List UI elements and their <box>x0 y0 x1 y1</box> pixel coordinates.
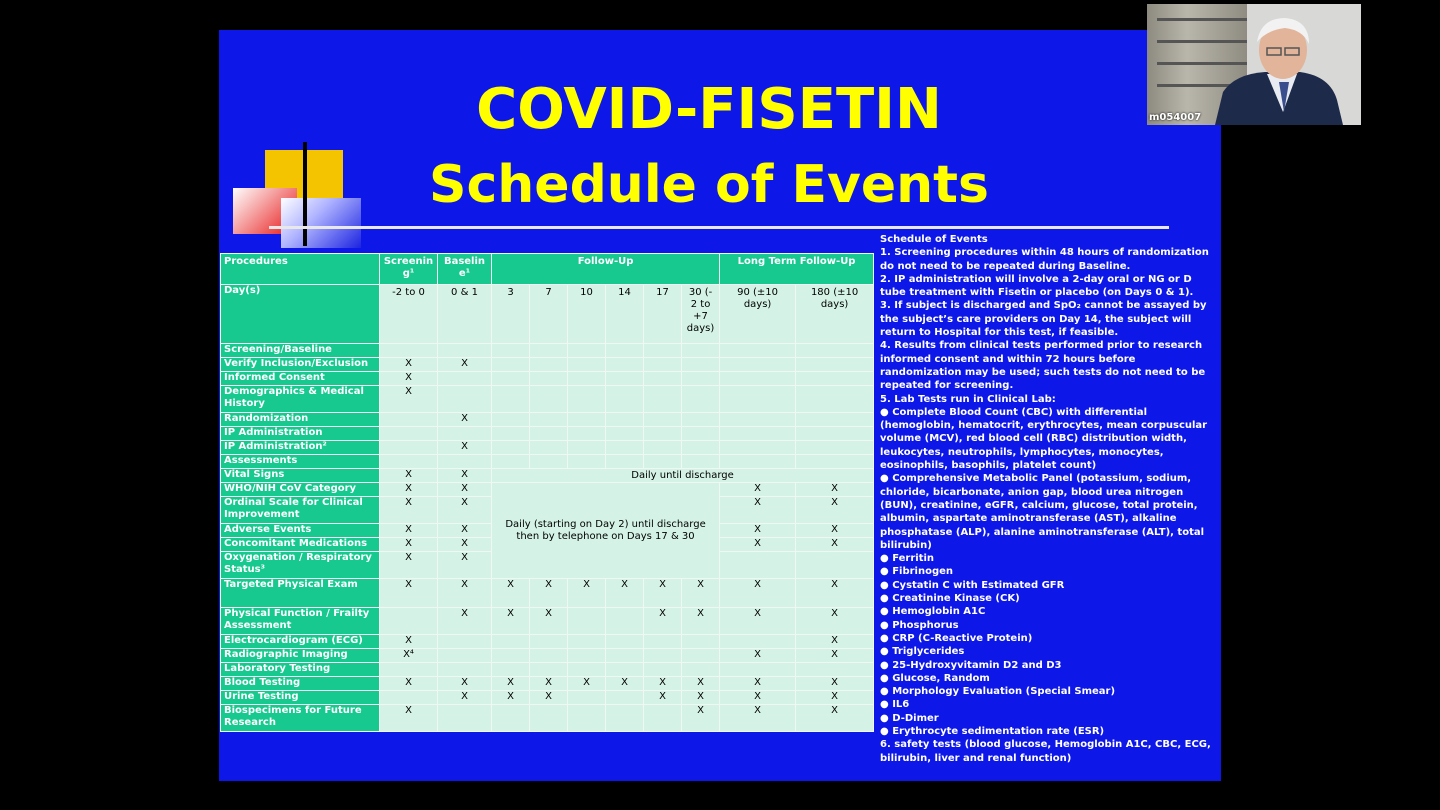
table-cell <box>380 413 438 427</box>
table-cell: X <box>380 635 438 649</box>
day-cell: 17 <box>644 285 682 344</box>
table-cell: X <box>720 677 796 691</box>
table-cell <box>682 413 720 427</box>
table-row <box>221 483 874 497</box>
note-line: ● CRP (C-Reactive Protein) <box>880 632 1033 644</box>
table-cell <box>530 386 568 413</box>
table-cell <box>796 663 874 677</box>
table-cell <box>720 635 796 649</box>
table-cell <box>682 455 720 469</box>
header-screening: Screenin g¹ <box>380 254 438 285</box>
table-cell: X <box>644 677 682 691</box>
merged-follow-up-cell: Daily (starting on Day 2) until discharge then by telephone on Days 17 & 30 <box>492 483 720 579</box>
table-row <box>221 649 874 663</box>
table-cell: X <box>492 691 530 705</box>
slide-title-line-2: Schedule of Events <box>429 155 989 215</box>
table-cell: X <box>796 483 874 497</box>
table-cell: X <box>720 538 796 552</box>
table-cell <box>606 663 644 677</box>
row-label: IP Administration² <box>221 441 380 455</box>
table-row <box>221 608 874 635</box>
table-cell: X <box>720 705 796 732</box>
table-cell: X <box>606 579 644 608</box>
table-cell <box>380 663 438 677</box>
table-cell: X <box>380 538 438 552</box>
table-cell: X <box>380 358 438 372</box>
table-row <box>221 469 874 483</box>
row-label: Concomitant Medications <box>221 538 380 552</box>
table-cell <box>530 372 568 386</box>
table-cell <box>568 455 606 469</box>
row-label: Electrocardiogram (ECG) <box>221 635 380 649</box>
table-row <box>221 372 874 386</box>
note-line: ● Erythrocyte sedimentation rate (ESR) <box>880 725 1105 737</box>
webcam-thumbnail[interactable] <box>1147 4 1361 125</box>
table-cell: X <box>568 677 606 691</box>
table-cell: X <box>380 497 438 524</box>
table-cell: X <box>720 579 796 608</box>
note-line: ● Glucose, Random <box>880 672 990 684</box>
table-cell: X <box>796 608 874 635</box>
table-row <box>221 691 874 705</box>
daily-until-discharge-cell: Daily until discharge <box>492 469 874 483</box>
table-cell <box>568 358 606 372</box>
day-cell: 14 <box>606 285 644 344</box>
table-cell <box>606 413 644 427</box>
note-line: ● Morphology Evaluation (Special Smear) <box>880 686 1116 698</box>
table-cell: X <box>492 608 530 635</box>
table-cell <box>492 705 530 732</box>
table-cell <box>682 663 720 677</box>
table-cell: X <box>796 677 874 691</box>
table-cell: X <box>796 705 874 732</box>
table-cell <box>644 413 682 427</box>
table-cell: X <box>682 677 720 691</box>
note-line: ● Hemoglobin A1C <box>880 606 986 618</box>
table-cell <box>438 705 492 732</box>
table-cell: X <box>796 538 874 552</box>
table-cell <box>380 455 438 469</box>
table-cell <box>720 663 796 677</box>
table-cell <box>530 413 568 427</box>
table-cell <box>644 455 682 469</box>
table-cell <box>796 358 874 372</box>
note-line: ● Cystatin C with Estimated GFR <box>880 579 1065 591</box>
table-cell: X <box>796 691 874 705</box>
table-cell: X <box>796 649 874 663</box>
table-cell: X <box>644 608 682 635</box>
table-cell <box>568 386 606 413</box>
table-cell <box>568 413 606 427</box>
table-cell: X <box>530 677 568 691</box>
decorative-blue-square <box>281 198 361 248</box>
table-cell <box>380 427 438 441</box>
participant-name: m054007 <box>1149 112 1202 123</box>
table-row <box>221 344 874 358</box>
title-divider-line <box>269 226 1169 229</box>
table-cell <box>606 691 644 705</box>
table-cell <box>606 649 644 663</box>
table-row <box>221 705 874 732</box>
table-cell: X <box>530 691 568 705</box>
table-cell <box>568 344 606 358</box>
row-label: Adverse Events <box>221 524 380 538</box>
table-cell: X <box>682 608 720 635</box>
table-cell <box>682 441 720 455</box>
table-cell <box>530 344 568 358</box>
table-cell <box>438 663 492 677</box>
table-cell <box>682 372 720 386</box>
table-cell <box>682 427 720 441</box>
table-cell: X <box>720 497 796 524</box>
day-cell: 3 <box>492 285 530 344</box>
row-label: Vital Signs <box>221 469 380 483</box>
schedule-notes <box>880 233 1216 765</box>
table-cell <box>720 386 796 413</box>
row-label: Demographics & Medical History <box>221 386 380 413</box>
table-cell <box>682 386 720 413</box>
table-cell <box>796 552 874 579</box>
table-cell <box>530 649 568 663</box>
table-row <box>221 677 874 691</box>
table-cell <box>492 455 530 469</box>
note-line: 1. Screening procedures within 48 hours of randomization do not need to be repeated during Baseline. <box>880 247 1209 272</box>
table-cell: X <box>796 635 874 649</box>
table-cell: X <box>380 552 438 579</box>
table-cell <box>492 663 530 677</box>
table-cell <box>492 372 530 386</box>
table-cell: X <box>682 691 720 705</box>
table-cell <box>796 441 874 455</box>
table-cell <box>720 413 796 427</box>
decorative-vertical-line <box>303 142 307 246</box>
table-cell <box>644 663 682 677</box>
table-cell <box>720 358 796 372</box>
table-cell <box>682 344 720 358</box>
table-cell <box>796 386 874 413</box>
table-row <box>221 358 874 372</box>
table-cell <box>796 455 874 469</box>
table-cell <box>606 608 644 635</box>
table-cell <box>568 608 606 635</box>
table-cell <box>492 427 530 441</box>
table-cell <box>380 344 438 358</box>
table-cell <box>606 427 644 441</box>
table-cell: X <box>796 524 874 538</box>
table-row <box>221 386 874 413</box>
table-cell <box>438 635 492 649</box>
table-cell <box>438 344 492 358</box>
table-cell: X <box>380 386 438 413</box>
table-cell <box>606 635 644 649</box>
table-cell <box>568 372 606 386</box>
table-cell <box>530 705 568 732</box>
table-cell <box>682 358 720 372</box>
note-line: ● Ferritin <box>880 553 935 565</box>
note-line: ● D-Dimer <box>880 712 939 724</box>
table-cell <box>606 441 644 455</box>
header-follow-up: Follow-Up <box>492 254 720 285</box>
row-label: Blood Testing <box>221 677 380 691</box>
table-cell <box>606 344 644 358</box>
table-cell: X <box>380 483 438 497</box>
table-cell: X <box>438 469 492 483</box>
table-cell <box>796 344 874 358</box>
row-label: Radiographic Imaging <box>221 649 380 663</box>
table-cell <box>644 649 682 663</box>
table-cell <box>568 649 606 663</box>
table-cell: X <box>720 524 796 538</box>
table-cell <box>682 649 720 663</box>
note-line: 3. If subject is discharged and SpO₂ cannot be assayed by the subject’s care providers on Day 14, the subject will return to Hospital for this test, if feasible. <box>880 300 1207 339</box>
day-cell: 180 (±10 days) <box>796 285 874 344</box>
table-cell: X <box>438 497 492 524</box>
table-cell <box>530 358 568 372</box>
table-cell: X <box>720 649 796 663</box>
table-row <box>221 441 874 455</box>
table-row <box>221 413 874 427</box>
table-cell <box>492 441 530 455</box>
table-cell <box>492 344 530 358</box>
table-row <box>221 455 874 469</box>
day-cell: 90 (±10 days) <box>720 285 796 344</box>
table-cell: X <box>438 538 492 552</box>
slide-title-line-1: COVID-FISETIN <box>476 77 942 142</box>
row-label: Ordinal Scale for Clinical Improvement <box>221 497 380 524</box>
table-cell: X <box>682 579 720 608</box>
table-cell <box>438 372 492 386</box>
row-label: Day(s) <box>221 285 380 344</box>
table-cell <box>492 649 530 663</box>
table-cell: X <box>492 579 530 608</box>
note-line: ● Comprehensive Metabolic Panel (potassium, sodium, chloride, bicarbonate, anion gap, blood urea nitrogen (BUN), creatinine, eGFR, calcium, glucose, total protein, albumin, aspartate aminotransferase (AST), alkaline phosphatase (ALP), alanine aminotransferase (ALT), total bilirubin) <box>880 473 1205 551</box>
table-cell <box>644 344 682 358</box>
table-cell <box>568 441 606 455</box>
table-cell <box>644 705 682 732</box>
table-cell <box>644 386 682 413</box>
row-label: Laboratory Testing <box>221 663 380 677</box>
note-line: Schedule of Events <box>880 234 988 245</box>
table-cell <box>568 691 606 705</box>
day-cell: -2 to 0 <box>380 285 438 344</box>
table-cell <box>720 552 796 579</box>
table-cell: X <box>530 608 568 635</box>
schedule-of-events-table <box>220 253 874 732</box>
table-cell <box>492 413 530 427</box>
table-cell <box>720 344 796 358</box>
row-label: Screening/Baseline <box>221 344 380 358</box>
table-cell <box>380 691 438 705</box>
note-line: 5. Lab Tests run in Clinical Lab: <box>880 393 1056 405</box>
table-cell <box>492 358 530 372</box>
row-label: WHO/NIH CoV Category <box>221 483 380 497</box>
table-cell <box>492 635 530 649</box>
table-cell <box>644 427 682 441</box>
row-label: Oxygenation / Respiratory Status³ <box>221 552 380 579</box>
table-cell: X <box>682 705 720 732</box>
table-cell: X <box>438 358 492 372</box>
note-line: ● Fibrinogen <box>880 566 954 578</box>
row-label: Verify Inclusion/Exclusion <box>221 358 380 372</box>
table-cell: X <box>380 524 438 538</box>
table-cell: X <box>438 483 492 497</box>
table-cell <box>492 386 530 413</box>
table-cell: X <box>438 441 492 455</box>
note-line: ● IL6 <box>880 699 910 711</box>
table-cell <box>682 635 720 649</box>
table-cell <box>606 455 644 469</box>
table-cell: X <box>438 552 492 579</box>
note-line: ● 25-Hydroxyvitamin D2 and D3 <box>880 659 1062 671</box>
table-cell: X <box>644 579 682 608</box>
table-cell <box>644 372 682 386</box>
table-cell: X <box>380 579 438 608</box>
table-cell <box>438 386 492 413</box>
table-cell: X <box>796 497 874 524</box>
table-cell <box>720 441 796 455</box>
table-row <box>221 579 874 608</box>
table-cell <box>438 649 492 663</box>
table-cell: X <box>644 691 682 705</box>
table-cell: X⁴ <box>380 649 438 663</box>
table-cell <box>720 372 796 386</box>
table-cell <box>720 455 796 469</box>
note-line: 4. Results from clinical tests performed prior to research informed consent and within 72 hours before randomization may be used; such tests do not need to be repeated for screening. <box>880 340 1206 392</box>
table-cell: X <box>380 469 438 483</box>
table-cell <box>644 635 682 649</box>
table-cell <box>606 358 644 372</box>
row-label: Physical Function / Frailty Assessment <box>221 608 380 635</box>
header-baseline: Baselin e¹ <box>438 254 492 285</box>
note-line: 2. IP administration will involve a 2-day oral or NG or D tube treatment with Fisetin or placebo (on Days 0 & 1). <box>880 273 1194 299</box>
table-cell: X <box>380 372 438 386</box>
table-cell <box>796 427 874 441</box>
table-cell <box>530 427 568 441</box>
table-cell <box>796 413 874 427</box>
table-cell: X <box>438 579 492 608</box>
table-cell: X <box>438 524 492 538</box>
table-cell <box>530 441 568 455</box>
table-cell: X <box>530 579 568 608</box>
table-cell <box>380 441 438 455</box>
table-cell <box>530 635 568 649</box>
note-line: 6. safety tests (blood glucose, Hemoglobin A1C, CBC, ECG, bilirubin, liver and renal function) <box>880 739 1211 764</box>
table-cell: X <box>796 579 874 608</box>
header-procedures: Procedures <box>221 254 380 285</box>
participant-video-icon <box>1205 12 1345 125</box>
note-line: ● Phosphorus <box>880 619 959 631</box>
table-cell: X <box>438 413 492 427</box>
table-cell <box>720 427 796 441</box>
row-label: Assessments <box>221 455 380 469</box>
row-label: Biospecimens for Future Research <box>221 705 380 732</box>
day-cell: 0 & 1 <box>438 285 492 344</box>
table-cell <box>438 455 492 469</box>
table-cell <box>530 455 568 469</box>
table-cell: X <box>606 677 644 691</box>
table-cell: X <box>380 677 438 691</box>
table-cell: X <box>720 608 796 635</box>
table-cell: X <box>720 691 796 705</box>
table-cell: X <box>380 705 438 732</box>
table-cell <box>606 705 644 732</box>
row-label: Randomization <box>221 413 380 427</box>
table-cell: X <box>438 691 492 705</box>
table-cell <box>796 372 874 386</box>
table-cell: X <box>492 677 530 691</box>
day-cell: 10 <box>568 285 606 344</box>
table-header-row <box>221 254 874 285</box>
table-cell <box>568 427 606 441</box>
table-cell <box>530 663 568 677</box>
table-cell <box>568 663 606 677</box>
table-cell <box>644 358 682 372</box>
table-cell <box>606 386 644 413</box>
table-cell: X <box>438 677 492 691</box>
table-cell <box>606 372 644 386</box>
row-label: IP Administration <box>221 427 380 441</box>
table-cell <box>568 705 606 732</box>
table-row <box>221 663 874 677</box>
day-cell: 7 <box>530 285 568 344</box>
table-cell <box>380 608 438 635</box>
note-line: ● Triglycerides <box>880 646 965 658</box>
table-cell: X <box>438 608 492 635</box>
note-line: ● Creatinine Kinase (CK) <box>880 593 1020 605</box>
table-row <box>221 285 874 344</box>
note-line: ● Complete Blood Count (CBC) with differential (hemoglobin, hematocrit, erythrocytes, mean corpuscular volume (MCV), red blood cell (RBC) distribution width, leukocytes, neutrophils, lymphocytes, monocytes, eosinophils, basophils, platelet count) <box>880 406 1208 472</box>
table-cell: X <box>720 483 796 497</box>
header-long-term-follow-up: Long Term Follow-Up <box>720 254 874 285</box>
row-label: Targeted Physical Exam <box>221 579 380 608</box>
table-cell <box>438 427 492 441</box>
table-cell: X <box>568 579 606 608</box>
row-label: Urine Testing <box>221 691 380 705</box>
row-label: Informed Consent <box>221 372 380 386</box>
table-cell <box>644 441 682 455</box>
presentation-slide <box>219 30 1221 781</box>
table-row <box>221 427 874 441</box>
table-cell <box>568 635 606 649</box>
table-row <box>221 635 874 649</box>
day-cell: 30 (- 2 to +7 days) <box>682 285 720 344</box>
